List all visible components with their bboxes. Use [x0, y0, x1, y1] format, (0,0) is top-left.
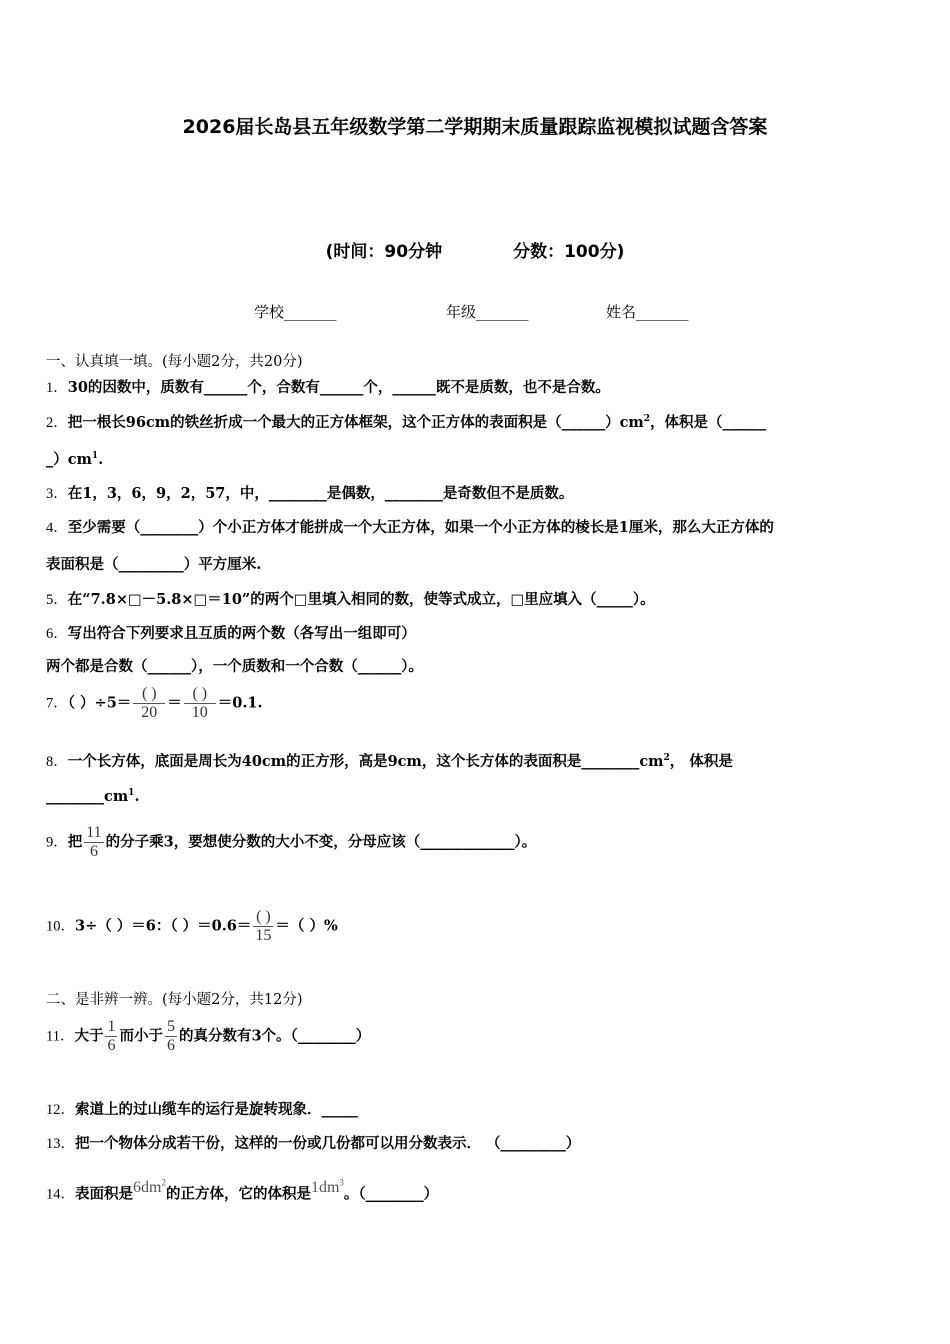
question-10 [46, 908, 338, 945]
name-field: 姓名_______ [606, 303, 689, 321]
numerator: ( ) [256, 908, 271, 925]
question-text: 写出符合下列要求且互质的两个数（各写出一组即可） [67, 625, 416, 642]
numerator: ( ) [192, 685, 208, 702]
superscript: 3 [339, 1178, 344, 1188]
question-number: 9． [46, 834, 68, 851]
question-1 [46, 376, 610, 397]
question-number: 8． [46, 754, 68, 770]
question-number: 1． [46, 380, 68, 396]
denominator: 6 [107, 1037, 116, 1054]
section-1-heading: 一、认真填一填。(每小题2分，共20分) [46, 354, 303, 370]
question-5 [46, 588, 655, 609]
question-text: 30的因数中，质数有______个，合数有______个，______既不是质数，也不是合数。 [67, 379, 610, 396]
question-4-continued: 表面积是（_________）平方厘米. [46, 556, 262, 573]
question-text: ，体积是（______ [650, 414, 767, 431]
question-2 [46, 411, 766, 432]
question-number: 10． [46, 918, 75, 935]
question-7 [46, 685, 263, 722]
question-text: . [98, 451, 104, 468]
question-text: 。（________） [343, 1185, 439, 1203]
fraction [133, 685, 165, 722]
question-text: 一个长方体，底面是周长为40cm的正方形，高是9cm，这个长方体的表面积是________cm [67, 753, 664, 770]
denominator: 6 [166, 1037, 175, 1054]
question-number: 14． [46, 1186, 75, 1203]
question-text: 的正方体，它的体积是 [165, 1185, 311, 1203]
question-text: （ ）÷5＝ [67, 694, 132, 712]
question-number: 7． [46, 695, 68, 712]
denominator: 15 [255, 927, 272, 944]
question-text: 在1，3，6，9，2，57，中，________是偶数，________是奇数但不是质数。 [67, 485, 574, 502]
question-9 [46, 824, 536, 861]
question-text: 至少需要（________）个小正方体才能拼成一个大正方体，如果一个小正方体的棱长是1厘米，那么大正方体的 [67, 519, 774, 536]
question-text: ＝（ ）% [275, 917, 338, 935]
unit-expression [311, 1179, 344, 1196]
section-2-heading: 二、是非辨一辨。(每小题2分，共12分) [46, 992, 303, 1008]
grade-field: 年级_______ [446, 303, 529, 321]
question-13 [46, 1132, 580, 1153]
superscript: 2 [643, 414, 651, 425]
exam-subtitle: (时间：90分钟 分数：100分) [325, 242, 625, 262]
question-text: ， 体积是 [669, 753, 733, 770]
question-12 [46, 1098, 358, 1119]
question-14 [46, 1178, 438, 1203]
question-8-continued [46, 788, 140, 805]
fraction [184, 685, 216, 722]
question-number: 4． [46, 520, 68, 536]
question-text: 而小于 [119, 1027, 163, 1045]
question-text: 索道上的过山缆车的运行是旋转现象．_____ [75, 1101, 358, 1118]
superscript: 1 [128, 788, 135, 799]
numerator: 11 [86, 824, 102, 841]
question-text: . [134, 788, 140, 805]
page-title: 2026届长岛县五年级数学第二学期期末质量跟踪监视模拟试题含答案 [182, 116, 768, 138]
fraction [105, 1018, 117, 1055]
question-text: ________cm [46, 788, 129, 805]
fraction [84, 824, 103, 861]
question-text: _）cm [46, 451, 92, 468]
numerator: ( ) [141, 685, 157, 702]
question-number: 3． [46, 486, 68, 502]
question-text: 把一个物体分成若干份，这样的一份或几份都可以用分数表示． （_________） [75, 1135, 581, 1152]
question-number: 5． [46, 592, 68, 608]
question-text: 3÷（ ）＝6：（ ）＝0.6＝ [75, 917, 252, 935]
question-number: 6． [46, 626, 68, 642]
denominator: 10 [184, 703, 216, 722]
question-number: 11． [46, 1028, 75, 1045]
question-text: 的真分数有3个。（________） [178, 1027, 371, 1045]
question-8 [46, 750, 733, 771]
question-number: 12． [46, 1102, 75, 1118]
superscript: 1 [91, 451, 99, 462]
fraction [253, 908, 273, 945]
unit-expression [133, 1179, 166, 1196]
unit-value: 6dm [133, 1179, 162, 1197]
school-field: 学校_______ [254, 303, 337, 321]
question-6-continued: 两个都是合数（______），一个质数和一个合数（______）。 [46, 658, 423, 675]
equals-sign: ＝ [167, 694, 182, 712]
fraction [165, 1018, 177, 1055]
question-text: 大于 [74, 1027, 104, 1045]
denominator: 20 [133, 703, 165, 722]
superscript: 2 [663, 753, 670, 764]
superscript: 2 [161, 1178, 166, 1188]
numerator: 5 [166, 1018, 175, 1035]
question-text: 的分子乘3，要想使分数的大小不变，分母应该（_____________）。 [105, 833, 537, 851]
denominator: 6 [84, 842, 103, 861]
question-text: 在“7.8×□－5.8×□＝10”的两个□里填入相同的数，使等式成立，□里应填入（_____）。 [67, 591, 655, 608]
question-text: 把 [67, 833, 83, 851]
question-4 [46, 516, 774, 537]
question-text: 表面积是 [75, 1185, 133, 1203]
question-text: ＝0.1. [217, 694, 263, 712]
question-2-continued [46, 448, 103, 469]
question-text: 把一根长96cm的铁丝折成一个最大的正方体框架，这个正方体的表面积是（______）cm [67, 414, 644, 431]
question-number: 13． [46, 1136, 75, 1152]
question-3 [46, 482, 573, 503]
question-6 [46, 622, 416, 643]
numerator: 1 [107, 1018, 116, 1035]
question-11 [46, 1018, 370, 1055]
unit-value: 1dm [310, 1179, 340, 1197]
question-number: 2． [46, 415, 68, 431]
